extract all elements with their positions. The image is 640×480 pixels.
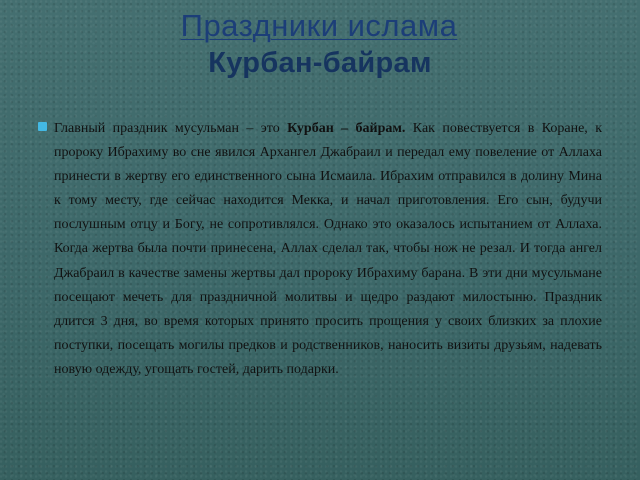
slide-subtitle: Курбан-байрам	[208, 47, 432, 79]
body-paragraph	[54, 117, 602, 382]
paragraph-lead-text: Главный праздник мусульман – это	[54, 121, 288, 136]
title-block	[0, 8, 640, 80]
bullet-square-icon	[38, 122, 47, 131]
body-block	[38, 117, 602, 382]
paragraph-rest-text: Как повествуется в Коране, к пророку Ибрахиму во сне явился Архангел Джабраил и передал ему повеление от Аллаха принести в жертву его единственного сына Исмаила. Ибрахим отправился в долину Мина к тому месту, где сейчас находится Мекка, и начал приготовления. Его сын, будучи послушным отцу и Богу, не сопротивлялся. Однако это оказалось испытанием от Аллаха. Когда жертва была почти принесена, Аллах сделал так, чтобы нож не резал. И тогда ангел Джабраил в качестве замены жертвы дал пророку Ибрахиму барана. В эти дни мусульмане посещают мечеть для праздничной молитвы и щедро раздают милостыню. Праздник длится 3 дня, во время которых принято просить прощения у своих близких за плохие поступки, посещать могилы предков и родственников, наносить визиты друзьям, надевать новую одежду, угощать гостей, дарить подарки.	[54, 121, 602, 377]
slide-title-link[interactable]: Праздники ислама	[180, 8, 458, 43]
paragraph-bold-term: Курбан – байрам.	[287, 121, 406, 136]
